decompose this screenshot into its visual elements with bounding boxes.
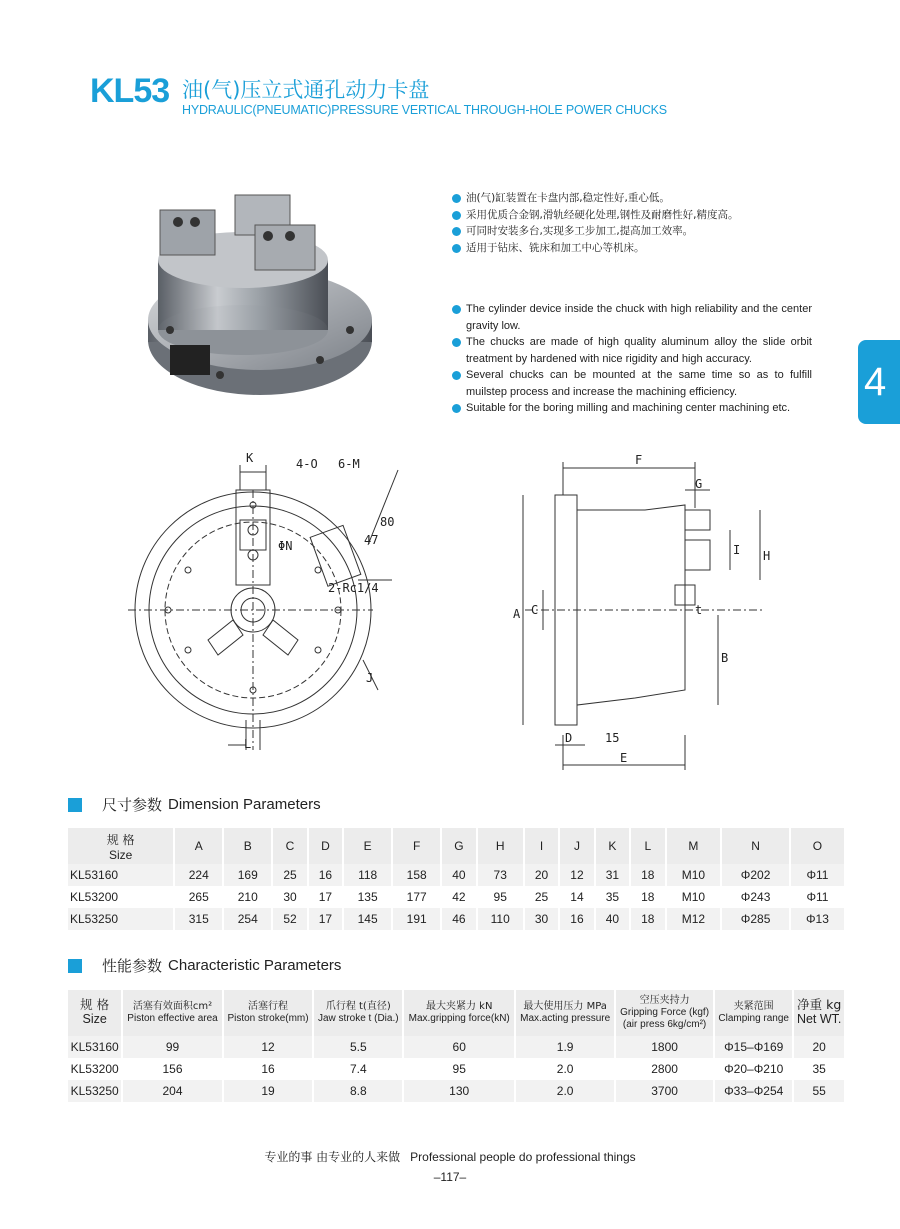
label-b: B (721, 651, 729, 665)
bullet-icon (452, 305, 461, 314)
column-header: H (477, 828, 524, 864)
label-l: L (244, 737, 252, 751)
dimension-section-heading (68, 794, 321, 815)
list-item: 可同时安装多台,实现多工步加工,提高加工效率。 (452, 223, 812, 240)
section-title-cn: 尺寸参数 (102, 796, 163, 814)
column-header: 活塞行程 Piston stroke(mm) (223, 990, 314, 1036)
section-square-icon (68, 798, 82, 812)
label-6-m: 6-M (338, 457, 360, 471)
label-47: 47 (364, 533, 379, 547)
characteristic-table (68, 990, 846, 1102)
label-j: J (366, 671, 374, 685)
label-e: E (620, 751, 628, 765)
bullet-icon (452, 244, 461, 253)
label-4-o: 4-O (296, 457, 318, 471)
bullet-icon (452, 227, 461, 236)
page-number: –117– (433, 1170, 467, 1184)
label-80: 80 (380, 515, 395, 529)
chuck-photo (140, 180, 395, 415)
label-phi-n: ΦN (278, 539, 293, 553)
bullet-icon (452, 371, 461, 380)
column-header: L (630, 828, 665, 864)
table-row: KL53160 224 169 25 16 118 158 40 73 20 12 31 18 M10 Φ202 Φ11 (68, 864, 845, 886)
list-item: 油(气)缸装置在卡盘内部,稳定性好,重心低。 (452, 190, 812, 207)
column-header: 夹紧范围 Clamping range (714, 990, 793, 1036)
column-header: K (595, 828, 630, 864)
front-view-drawing (128, 450, 418, 770)
column-header: N (721, 828, 790, 864)
column-header: 净重 kg Net WT. (793, 990, 845, 1036)
features-en-list (452, 301, 812, 417)
label-g: G (695, 477, 703, 491)
list-item: Suitable for the boring milling and machining center machining etc. (452, 400, 812, 417)
column-header: 最大夹紧力 kN Max.gripping force(kN) (403, 990, 515, 1036)
section-square-icon (68, 959, 82, 973)
product-model: KL53 (90, 72, 170, 110)
table-row: KL53200 156 16 7.4 95 2.0 2800 Φ20–Φ210 35 (68, 1058, 845, 1080)
column-header: O (790, 828, 845, 864)
chapter-tab: 4 (858, 340, 900, 424)
column-header: M (666, 828, 722, 864)
dimension-table (68, 828, 846, 930)
column-header: 空压夹持力 Gripping Force (kgf) (air press 6kg/cm²) (615, 990, 714, 1036)
table-row: KL53250 315 254 52 17 145 191 46 110 30 16 40 18 M12 Φ285 Φ13 (68, 908, 845, 930)
label-f: F (635, 453, 643, 467)
column-header: F (392, 828, 441, 864)
table-header-row (68, 990, 845, 1036)
column-header: A (174, 828, 223, 864)
list-item: Several chucks can be mounted at the same time so as to fulfill muilstep process and increase the machining efficiency. (452, 367, 812, 400)
column-header: G (441, 828, 476, 864)
bullet-icon (452, 211, 461, 220)
column-header: D (308, 828, 343, 864)
column-header: B (223, 828, 272, 864)
table-header-row (68, 828, 845, 864)
table-row: KL53200 265 210 30 17 135 177 42 95 25 14 35 18 M10 Φ243 Φ11 (68, 886, 845, 908)
bullet-icon (452, 404, 461, 413)
side-view-drawing (505, 450, 790, 775)
section-title-cn: 性能参数 (102, 957, 163, 975)
column-header: 活塞有效面积cm² Piston effective area (122, 990, 222, 1036)
section-title-en: Dimension Parameters (168, 796, 321, 813)
characteristic-section-heading (68, 955, 341, 976)
label-d: D (565, 731, 573, 745)
column-header: J (559, 828, 594, 864)
label-c: C (531, 603, 539, 617)
table-row: KL53160 99 12 5.5 60 1.9 1800 Φ15–Φ169 20 (68, 1036, 845, 1058)
label-i: I (733, 543, 741, 557)
column-header: C (272, 828, 307, 864)
label-k: K (246, 451, 254, 465)
label-15: 15 (605, 731, 620, 745)
column-header: E (343, 828, 392, 864)
page-title-cn: 油(气)压立式通孔动力卡盘 (182, 78, 430, 102)
bullet-icon (452, 194, 461, 203)
list-item: 适用于钻床、铣床和加工中心等机床。 (452, 240, 812, 257)
page-title-en: HYDRAULIC(PNEUMATIC)PRESSURE VERTICAL THROUGH-HOLE POWER CHUCKS (182, 103, 667, 117)
column-header: 爪行程 t(直径) Jaw stroke t (Dia.) (313, 990, 403, 1036)
list-item: 采用优质合金钢,滑轨经硬化处理,钢性及耐磨性好,精度高。 (452, 207, 812, 224)
list-item: The chucks are made of high quality aluminum alloy the slide orbit treatment by hardened with nice rigidity and high accuracy. (452, 334, 812, 367)
column-header: I (524, 828, 559, 864)
label-h: H (763, 549, 771, 563)
label-t: t (695, 603, 703, 617)
footer-slogan: 专业的事 由专业的人来做 Professional people do professional things (264, 1150, 636, 1164)
label-rc: 2-Rc1/4 (328, 581, 379, 595)
column-header: 规 格 Size (68, 990, 122, 1036)
features-cn-list (452, 190, 812, 256)
label-a: A (513, 607, 521, 621)
column-header-size: 规 格 Size (68, 828, 174, 864)
column-header: 最大使用压力 MPa Max.acting pressure (515, 990, 615, 1036)
table-row: KL53250 204 19 8.8 130 2.0 3700 Φ33–Φ254 55 (68, 1080, 845, 1102)
bullet-icon (452, 338, 461, 347)
section-title-en: Characteristic Parameters (168, 957, 342, 974)
list-item: The cylinder device inside the chuck with high reliability and the center gravity low. (452, 301, 812, 334)
